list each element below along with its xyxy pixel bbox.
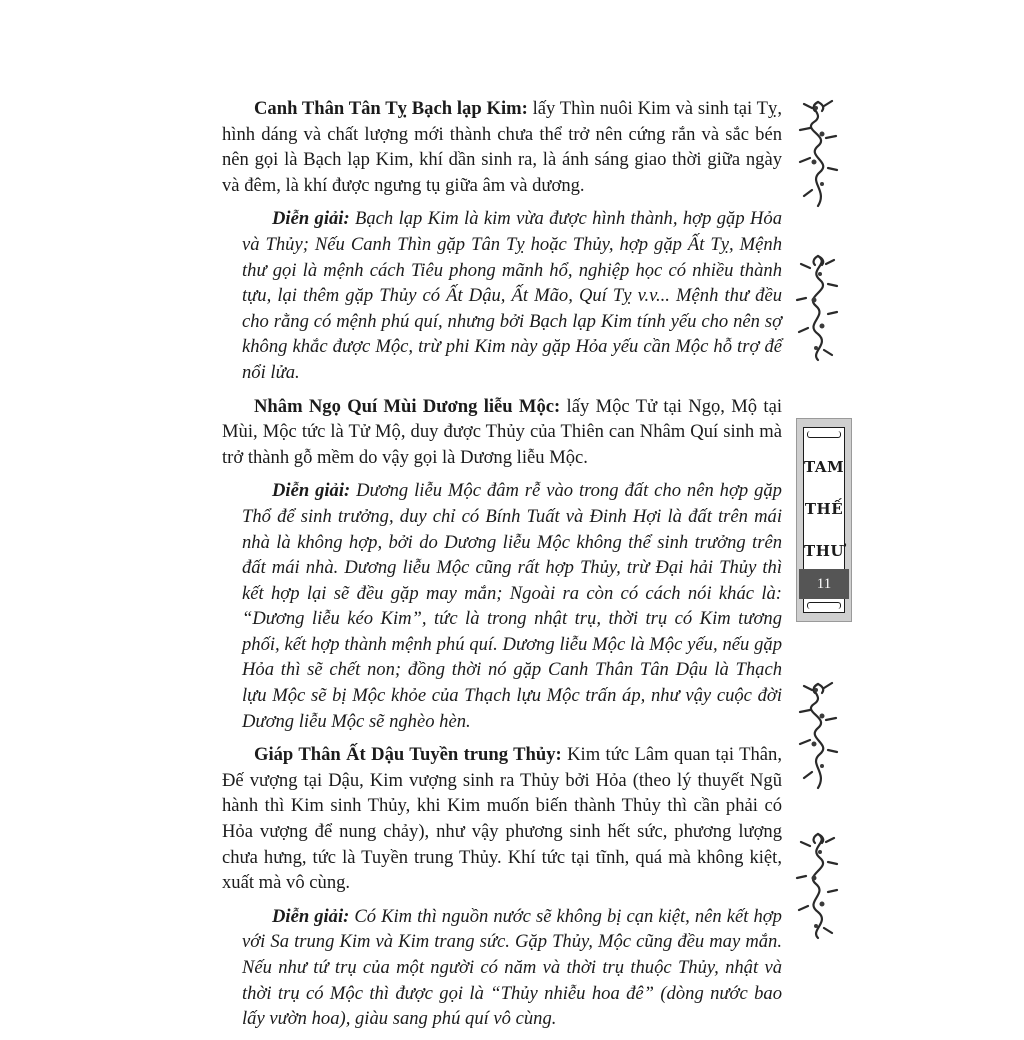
page-number: 11: [799, 569, 849, 599]
main-text: [222, 96, 782, 1040]
side-tab-word: TAM: [804, 458, 845, 476]
paragraph-text: Kim tức Lâm quan tại Thân, Đế vượng tại Dậu, Kim vượng sinh ra Thủy bởi Hỏa (theo lý thuyết Ngũ hành thì Kim sinh Thủy, khi Kim muốn biến thành Thủy thì cần phải có Hỏa vượng để nung chảy), như vậy phương sinh hết sức, phương lượng chưa hưng, tức là Tuyền trung Thủy. Khí tức tại tĩnh, quá mà không kiệt, xuất mà vô cùng.: [222, 744, 782, 894]
side-tab-word: THƯ: [804, 542, 844, 560]
paragraph-term: Canh Thân Tân Tỵ Bạch lạp Kim:: [254, 98, 528, 119]
explanation-term: Diễn giải:: [272, 480, 351, 502]
explanation-duong-lieu-moc: [242, 478, 782, 734]
dragon-icon: [792, 680, 844, 792]
explanation-text: Dương liễu Mộc đâm rễ vào trong đất cho nên hợp gặp Thổ để sinh trưởng, duy chỉ có Bính Tuất và Đinh Hợi là đất trên mái nhà là không hợp, bởi do Dương liễu Mộc không thể sinh trưởng trên đất mái nhà. Dương liễu Mộc cũng rất hợp Thủy, trừ Đại hải Thủy thì kết hợp lại sẽ đều gặp may mắn; Ngoài ra còn có cách nói khác là: “Dương liễu kéo Kim”, tức là trong nhật trụ, thời trụ có Kim tương phối, kết hợp thành mệnh phú quí. Dương liễu Mộc là Mộc yếu, nếu gặp Hỏa thì sẽ chết non; đồng thời nó gặp Canh Thân Tân Dậu là Thạch lựu Mộc sẽ bị Mộc khỏe của Thạch lựu Mộc trấn áp, như vậy cuộc đời Dương liễu Mộc sẽ nghèo hèn.: [242, 480, 782, 732]
paragraph-tuyen-trung-thuy: [222, 742, 782, 896]
explanation-text: Bạch lạp Kim là kim vừa được hình thành, hợp gặp Hỏa và Thủy; Nếu Canh Thìn gặp Tân Tỵ hoặc Thủy, hợp gặp Ất Tỵ, Mệnh thư gọi là mệnh cách Tiêu phong mãnh hổ, nghiệp học có nhiều thành tựu, lại thêm gặp Thủy có Ất Dậu, Ất Mão, Quí Tỵ v.v... Mệnh thư đều cho rằng có mệnh phú quí, nhưng bởi Bạch lạp Kim tính yếu cho nên sợ không khắc được Mộc, trừ phi Kim này gặp Hỏa yếu cần Mộc hỗ trợ để nổi lửa.: [242, 208, 782, 383]
explanation-bach-lap-kim: [242, 206, 782, 385]
explanation-term: Diễn giải:: [272, 905, 350, 927]
dragon-icon: [792, 98, 844, 210]
dragon-icon: [792, 252, 844, 364]
side-tab: [796, 418, 852, 622]
explanation-text: Có Kim thì nguồn nước sẽ không bị cạn kiệt, nên kết hợp với Sa trung Kim và Kim trang sức. Gặp Thủy, Mộc cũng đều may mắn. Nếu như tứ trụ của một người có năm và thời trụ thuộc Thủy, nhật và thời trụ có Mộc thì được gọi là “Thủy nhiễu hoa đê” (dòng nước bao lấy vườn hoa), giàu sang phú quí vô cùng.: [242, 905, 782, 1030]
explanation-tuyen-trung-thuy: [242, 904, 782, 1032]
paragraph-term: Nhâm Ngọ Quí Mùi Dương liễu Mộc:: [254, 395, 561, 417]
paragraph-term: Giáp Thân Ất Dậu Tuyền trung Thủy:: [254, 744, 562, 766]
side-tab-word: THẾ: [804, 500, 844, 518]
paragraph-bach-lap-kim: [222, 96, 782, 198]
dragon-icon: [792, 830, 844, 942]
paragraph-text: lấy Mộc Tử tại Ngọ, Mộ tại Mùi, Mộc tức là Tử Mộ, duy được Thủy của Thiên can Nhâm Quí sinh mà trở thành gỗ mềm do vậy gọi là Dương liễu Mộc.: [222, 395, 783, 468]
explanation-term: Diễn giải:: [272, 208, 350, 230]
paragraph-text: lấy Thìn nuôi Kim và sinh tại Tỵ, hình dáng và chất lượng mới thành chưa thể trở nên cứng rắn và sắc bén nên gọi là Bạch lạp Kim, khí dần sinh ra, là ánh sáng giao thời giữa ngày và đêm, là khí được ngưng tụ giữa âm và dương.: [222, 98, 782, 196]
paragraph-duong-lieu-moc: [222, 394, 782, 471]
